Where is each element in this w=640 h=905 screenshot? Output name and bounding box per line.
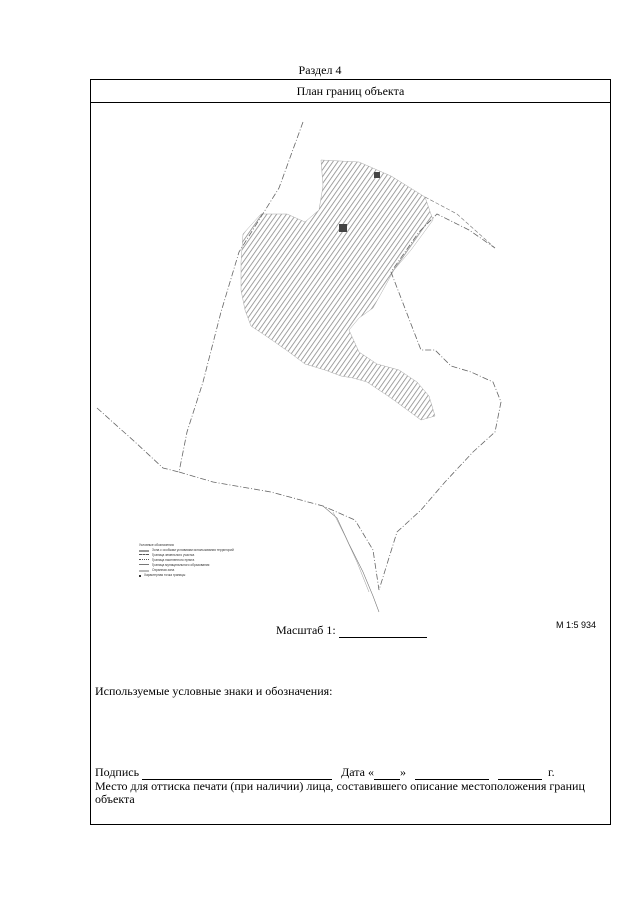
- map-scale-label: М 1:5 934: [555, 620, 596, 630]
- scale-prefix: Масштаб 1:: [276, 623, 336, 637]
- map-legend: [139, 543, 234, 578]
- road-line-2: [333, 512, 369, 592]
- section-title: Раздел 4: [298, 63, 342, 77]
- legend-label: Охранная зона: [152, 568, 175, 572]
- legend-symbol: [139, 559, 149, 562]
- legend-label: Граница населенного пункта: [152, 558, 195, 562]
- legend-label: Характерная точка границы: [144, 573, 186, 577]
- plan-header: План границ объекта: [91, 80, 610, 103]
- signature-line: [95, 765, 555, 780]
- legend-label: Зона с особыми условиями использования территорий: [152, 548, 234, 552]
- legend-section-label: Используемые условные знаки и обозначения:: [95, 684, 333, 698]
- legend-symbol: [139, 564, 149, 567]
- year-suffix: г.: [548, 765, 555, 779]
- plan-frame: [90, 79, 611, 825]
- signature-label: Подпись: [95, 765, 140, 779]
- date-label: Дата «: [341, 765, 374, 779]
- road-line: [323, 506, 379, 612]
- scale-line: [276, 623, 427, 638]
- hatched-zone: [241, 160, 435, 420]
- map-legend-title: Условные обозначения:: [139, 543, 175, 547]
- date-close-quote: »: [400, 765, 406, 779]
- legend-symbol: [139, 554, 149, 557]
- legend-label: Граница земельного участка: [152, 553, 195, 557]
- dark-spot-1: [374, 172, 380, 178]
- legend-row: [139, 573, 234, 578]
- legend-symbol: [139, 550, 149, 552]
- legend-label: Граница муниципального образования: [152, 563, 210, 567]
- dark-spot-2: [339, 224, 347, 232]
- scale-blank[interactable]: [339, 625, 427, 638]
- outer-line-left: [97, 408, 179, 472]
- stamp-place-text: Место для оттиска печати (при наличии) лица, составившего описание местоположения границ объекта: [95, 779, 585, 806]
- legend-symbol: [139, 575, 141, 577]
- legend-symbol: [139, 570, 149, 572]
